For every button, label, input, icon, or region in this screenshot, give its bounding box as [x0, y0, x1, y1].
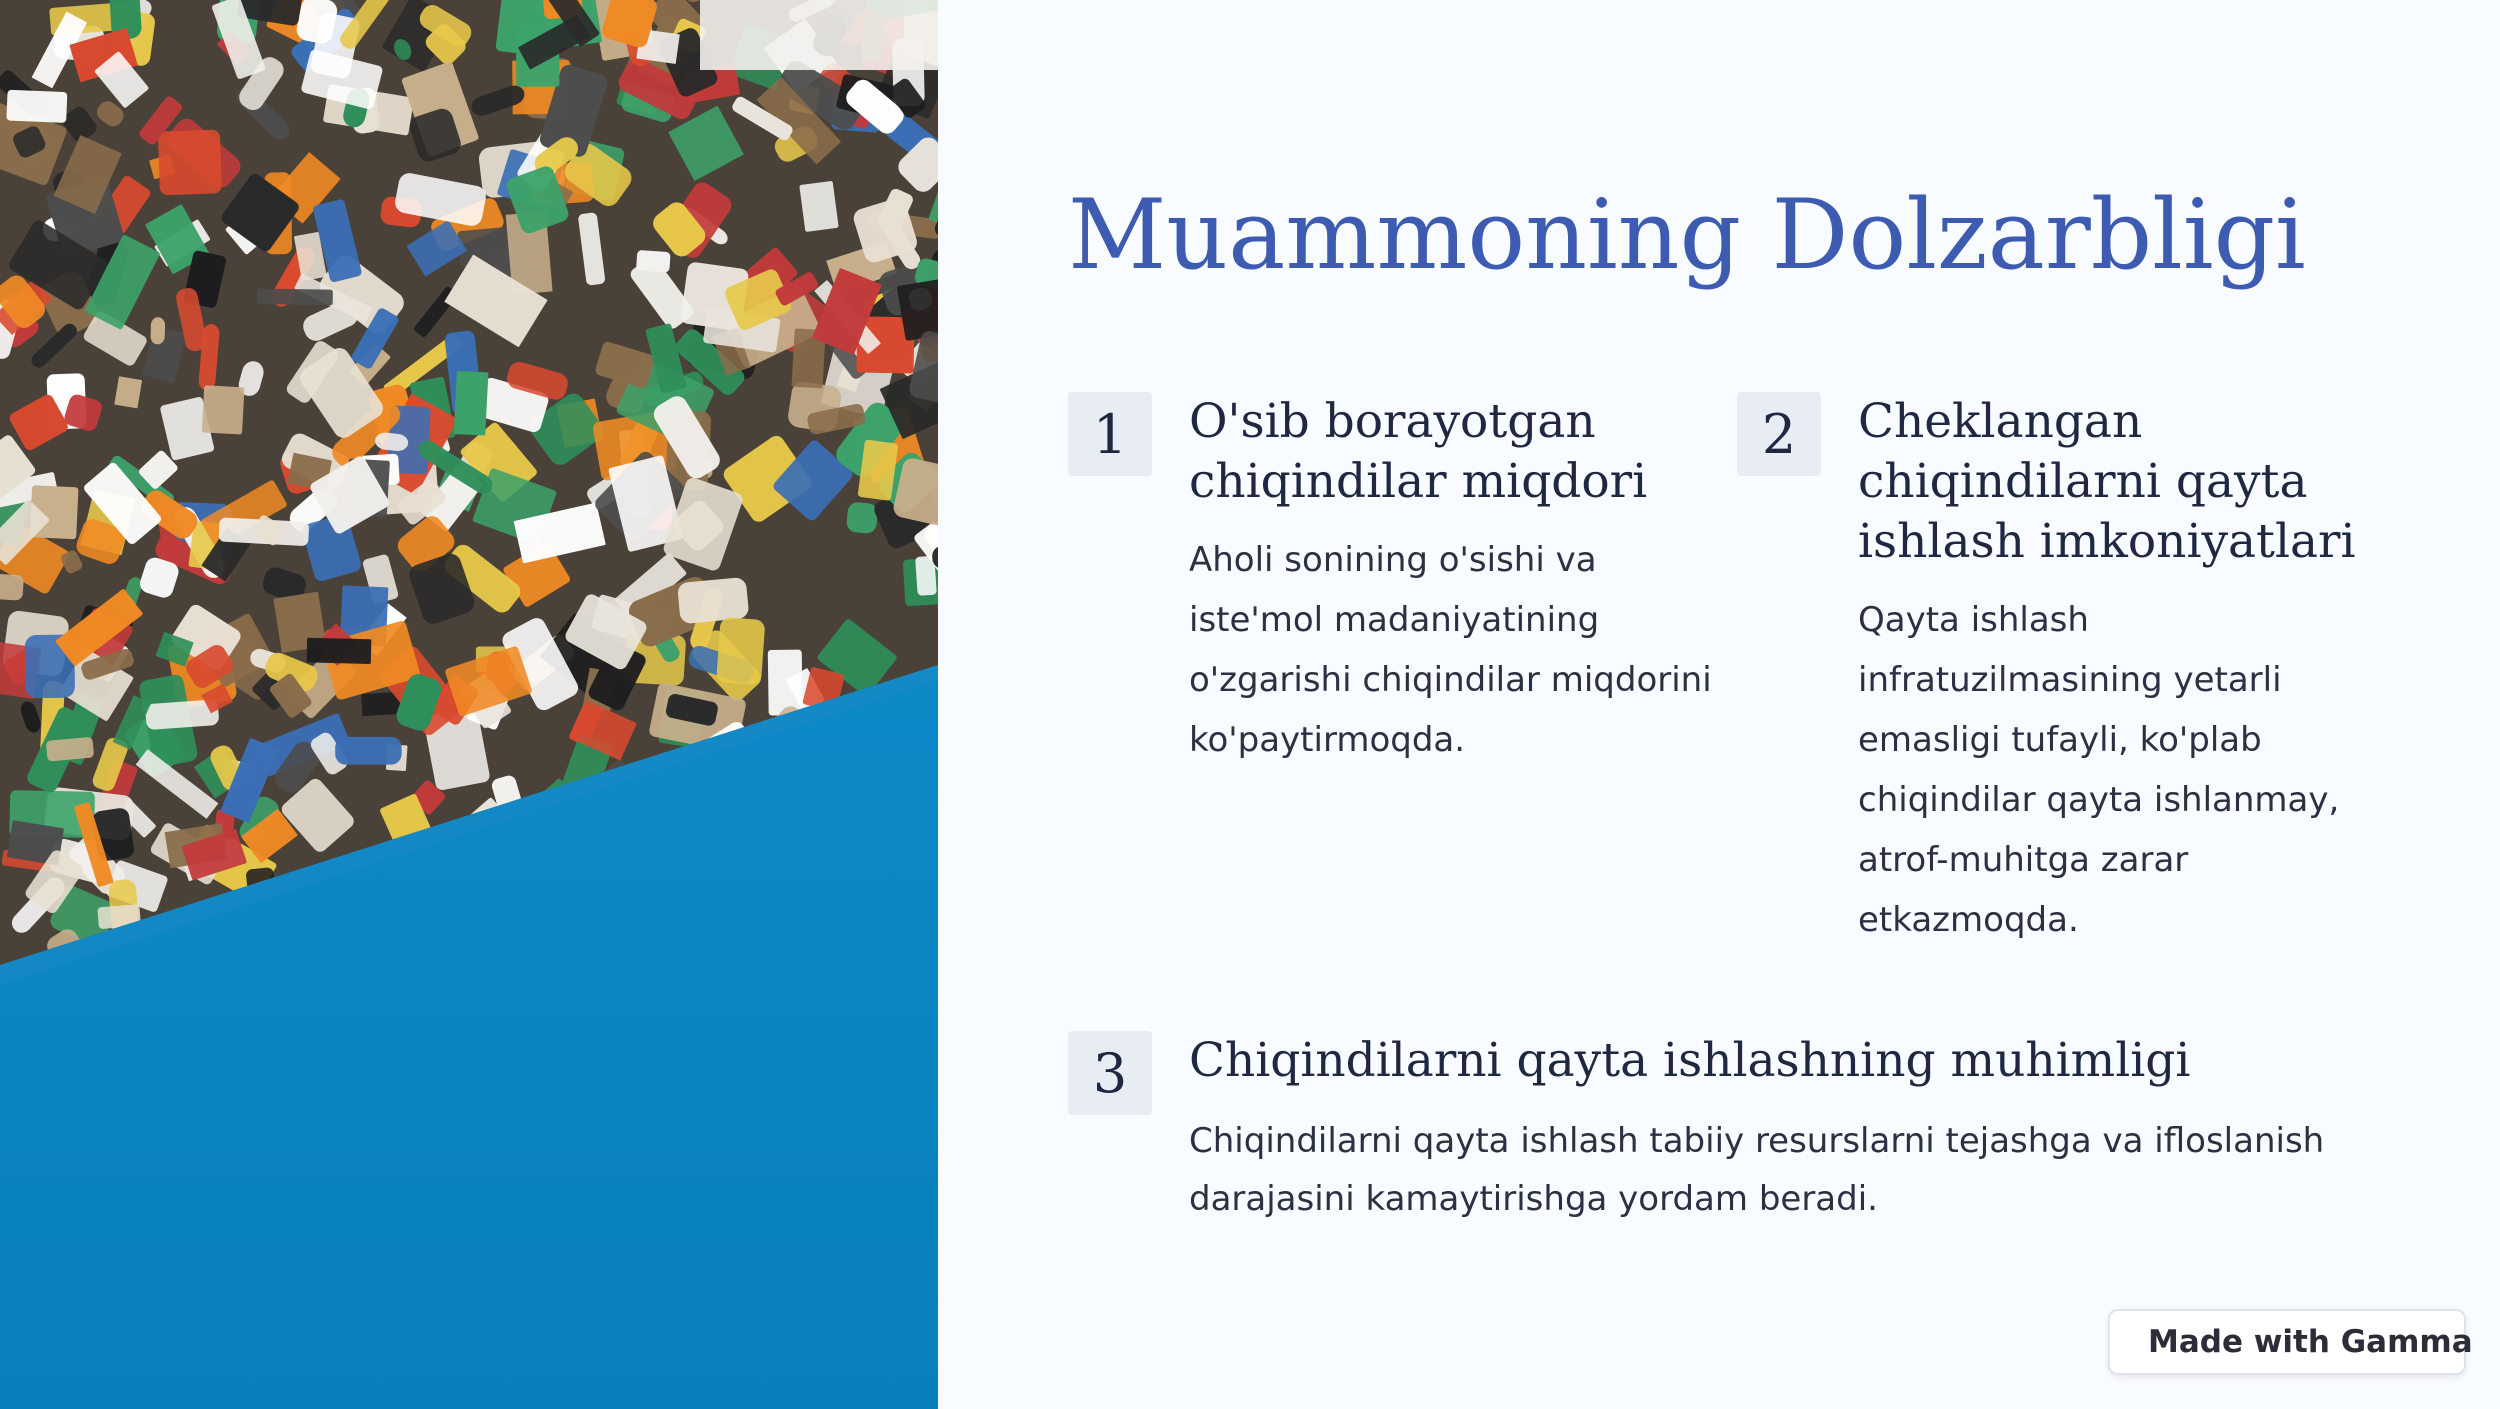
trash-item [0, 573, 24, 601]
trash-item [150, 317, 165, 344]
trash-item [202, 385, 245, 434]
slide-title: Muammoning Dolzarbligi [1068, 179, 2306, 291]
trash-item [454, 371, 489, 436]
badge-label: Made with Gamma [2148, 1324, 2473, 1360]
trash-item [799, 181, 838, 232]
item-number-3: 3 [1068, 1031, 1152, 1115]
item-heading-2: Cheklangan chiqindilarni qayta ishlash imkoniyatlari [1858, 394, 2356, 569]
item-body-1: Aholi sonining o'sishi va iste'mol madaniyatining o'zgarishi chiqindilar miqdorini ko'paytirmoqda. [1189, 540, 1712, 760]
made-with-gamma-badge[interactable] [2108, 1309, 2473, 1375]
trash-item [6, 90, 67, 123]
item-number-2: 2 [1737, 392, 1821, 476]
trash-item [257, 289, 333, 306]
trash-item [158, 129, 222, 195]
item-body-2: Qayta ishlash infratuzilmasining yetarli emasligi tufayli, ko'plab chiqindilar qayta ishlanmay, atrof-muhitga zarar etkazmoqda. [1858, 600, 2340, 940]
waste-image-panel [0, 0, 938, 1409]
trash-item [114, 376, 142, 408]
trash-item [307, 638, 372, 664]
item-body-3: Chiqindilarni qayta ishlash tabiiy resurslarni tejashga va ifloslanish darajasini kamaytirishga yordam beradi. [1189, 1121, 2325, 1219]
trash-item [677, 577, 749, 624]
trash-item [846, 502, 878, 535]
waste-pile-image [0, 0, 938, 1409]
item-heading-1: O'sib borayotgan chiqindilar miqdori [1189, 394, 1648, 509]
item-heading-3: Chiqindilarni qayta ishlashning muhimligi [1189, 1033, 2191, 1088]
trash-item [46, 737, 94, 762]
trash-item [716, 617, 765, 685]
item-number-1: 1 [1068, 392, 1152, 476]
trash-item [335, 737, 401, 765]
